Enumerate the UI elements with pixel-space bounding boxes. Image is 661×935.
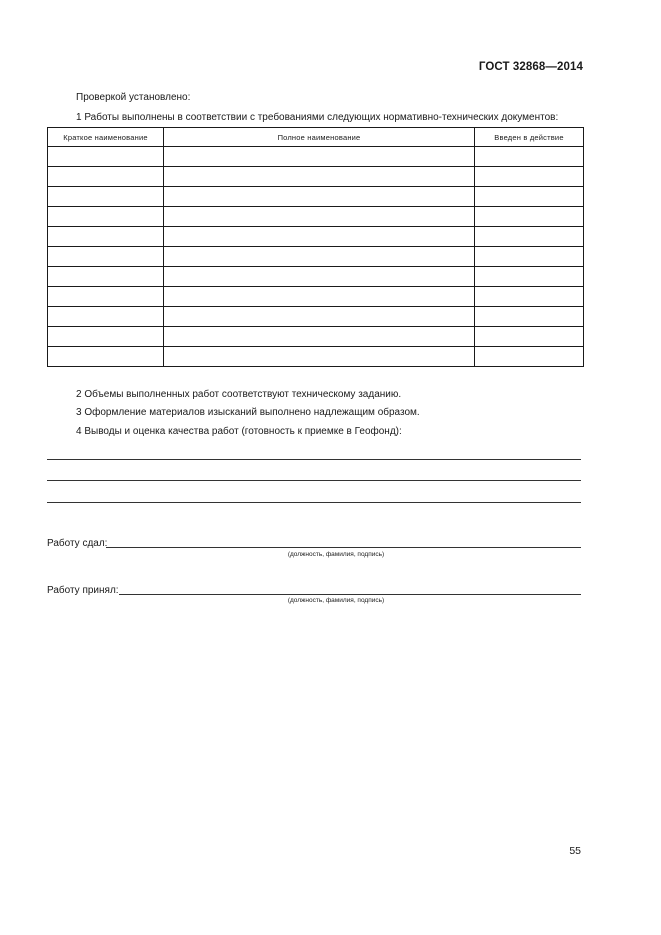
cell-effective-date[interactable]	[475, 327, 584, 347]
table-row	[48, 347, 584, 367]
cell-short-name[interactable]	[48, 287, 164, 307]
submitted-by-signature-line[interactable]	[106, 547, 581, 548]
item-3-text: 3 Оформление материалов изысканий выполнено надлежащим образом.	[76, 407, 420, 418]
table-row	[48, 327, 584, 347]
column-header-short-name: Краткое наименование	[48, 128, 164, 147]
cell-short-name[interactable]	[48, 167, 164, 187]
cell-short-name[interactable]	[48, 327, 164, 347]
conclusion-line[interactable]	[47, 459, 581, 460]
cell-full-name[interactable]	[164, 267, 475, 287]
conclusion-line[interactable]	[47, 502, 581, 503]
cell-short-name[interactable]	[48, 187, 164, 207]
accepted-by-signature-line[interactable]	[119, 594, 581, 595]
documents-table	[47, 127, 584, 367]
cell-full-name[interactable]	[164, 247, 475, 267]
item-4-text: 4 Выводы и оценка качества работ (готовность к приемке в Геофонд):	[76, 426, 402, 437]
table-row	[48, 187, 584, 207]
table-row	[48, 287, 584, 307]
cell-effective-date[interactable]	[475, 347, 584, 367]
table-row	[48, 207, 584, 227]
document-code: ГОСТ 32868—2014	[478, 61, 583, 73]
cell-effective-date[interactable]	[475, 247, 584, 267]
cell-short-name[interactable]	[48, 347, 164, 367]
cell-effective-date[interactable]	[475, 147, 584, 167]
cell-full-name[interactable]	[164, 347, 475, 367]
cell-full-name[interactable]	[164, 327, 475, 347]
table-body	[48, 147, 584, 367]
accepted-by-label: Работу принял:	[47, 585, 119, 596]
cell-short-name[interactable]	[48, 307, 164, 327]
conclusion-line[interactable]	[47, 480, 581, 481]
cell-short-name[interactable]	[48, 247, 164, 267]
item-1-text: 1 Работы выполнены в соответствии с требованиями следующих нормативно-технических документов:	[76, 112, 559, 123]
cell-full-name[interactable]	[164, 147, 475, 167]
cell-full-name[interactable]	[164, 187, 475, 207]
cell-full-name[interactable]	[164, 207, 475, 227]
cell-effective-date[interactable]	[475, 207, 584, 227]
table-row	[48, 227, 584, 247]
page-number: 55	[569, 845, 581, 857]
column-header-effective-date: Введен в действие	[475, 128, 584, 147]
cell-full-name[interactable]	[164, 167, 475, 187]
cell-full-name[interactable]	[164, 307, 475, 327]
table-row	[48, 147, 584, 167]
cell-short-name[interactable]	[48, 207, 164, 227]
cell-effective-date[interactable]	[475, 267, 584, 287]
table-row	[48, 167, 584, 187]
cell-full-name[interactable]	[164, 287, 475, 307]
table-header-row	[48, 128, 584, 147]
cell-effective-date[interactable]	[475, 227, 584, 247]
cell-full-name[interactable]	[164, 227, 475, 247]
table-row	[48, 247, 584, 267]
submitted-by-label: Работу сдал:	[47, 538, 108, 549]
cell-effective-date[interactable]	[475, 287, 584, 307]
cell-short-name[interactable]	[48, 227, 164, 247]
accepted-by-caption: (должность, фамилия, подпись)	[287, 597, 385, 604]
cell-effective-date[interactable]	[475, 187, 584, 207]
cell-short-name[interactable]	[48, 147, 164, 167]
column-header-full-name: Полное наименование	[164, 128, 475, 147]
item-2-text: 2 Объемы выполненных работ соответствуют техническому заданию.	[76, 389, 402, 400]
cell-effective-date[interactable]	[475, 167, 584, 187]
submitted-by-caption: (должность, фамилия, подпись)	[287, 551, 385, 558]
table-row	[48, 307, 584, 327]
intro-text: Проверкой установлено:	[76, 92, 191, 103]
cell-short-name[interactable]	[48, 267, 164, 287]
table-row	[48, 267, 584, 287]
cell-effective-date[interactable]	[475, 307, 584, 327]
